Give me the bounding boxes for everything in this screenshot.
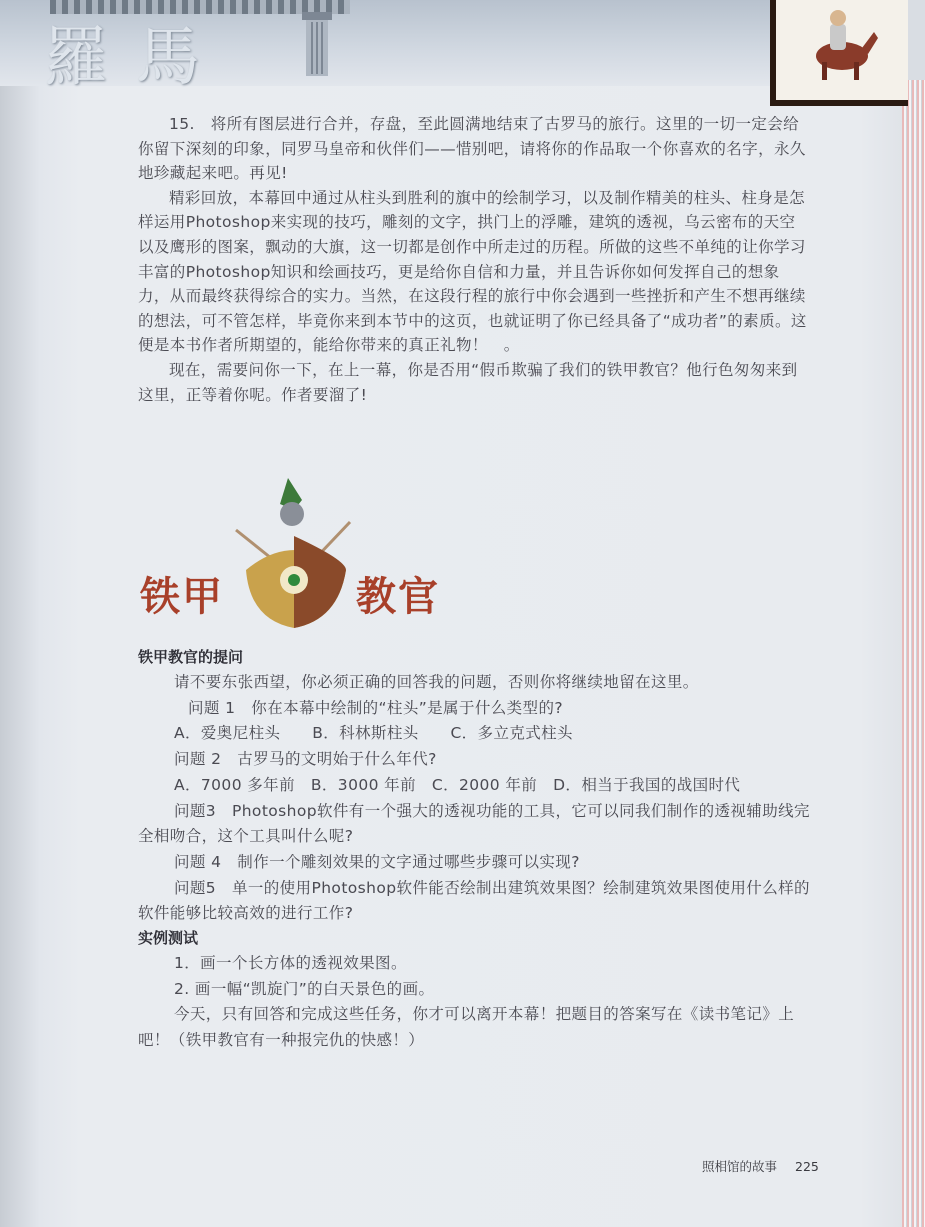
armor-instructor-logo <box>138 470 458 630</box>
quiz-heading: 铁甲教官的提问 <box>138 648 244 666</box>
logo-text-left: 铁甲 <box>140 574 224 620</box>
practice-closing: 今天，只有回答和完成这些任务，你才可以离开本幕！把题目的答案写在《读书笔记》上吧！（铁甲教官有一种报完仇的快感！） <box>138 1005 795 1050</box>
practice-item-2: 2. 画一幅“凯旋门”的白天景色的画。 <box>174 979 435 998</box>
footer-chapter-title: 照相馆的故事 <box>702 1159 778 1174</box>
practice-item-1: 1．画一个长方体的透视效果图。 <box>174 954 407 973</box>
quiz-intro: 请不要东张西望，你必须正确的回答我的问题，否则你将继续地留在这里。 <box>174 673 699 691</box>
quiz-section <box>138 646 818 1054</box>
paragraph-step-15: 15. 将所有图层进行合并，存盘，至此圆满地结束了古罗马的旅行。这里的一切一定会给你留下深刻的印象，同罗马皇帝和伙伴们——惜别吧，请将你的作品取一个你喜欢的名字，永久地珍藏起来吧。再见! <box>138 115 806 183</box>
paragraph-transition: 现在，需要问你一下，在上一幕，你是否用“假币欺骗了我们的铁甲教官？他行色匆匆来到这里，正等着你呢。作者要溜了! <box>138 360 798 404</box>
question-4: 问题 4 制作一个雕刻效果的文字通过哪些步骤可以实现? <box>174 852 580 871</box>
question-2: 问题 2 古罗马的文明始于什么年代? <box>174 750 437 769</box>
column-icon <box>300 10 334 80</box>
knight-shield-icon <box>228 470 358 630</box>
question-3: 问题3 Photoshop软件有一个强大的透视功能的工具，它可以同我们制作的透视辅助线完全相吻合，这个工具叫什么呢? <box>138 801 810 846</box>
main-text <box>138 112 808 407</box>
page-edges <box>902 80 925 1227</box>
header-banner <box>0 0 790 95</box>
header-title: 羅馬 <box>44 21 228 95</box>
question-5: 问题5 单一的使用Photoshop软件能否绘制出建筑效果图？绘制建筑效果图使用什么样的软件能够比较高效的进行工作? <box>138 878 810 923</box>
page-footer <box>702 1157 833 1175</box>
question-1-options: A．爱奥尼柱头 B．科林斯柱头 C．多立克式柱头 <box>174 724 573 743</box>
practice-heading: 实例测试 <box>138 929 199 948</box>
question-2-options: A．7000 多年前 B．3000 年前 C．2000 年前 D．相当于我国的战国时代 <box>174 775 741 794</box>
paragraph-review: 精彩回放，本幕回中通过从柱头到胜利的旗中的绘制学习，以及制作精美的柱头、柱身是怎样运用Photoshop来实现的技巧，雕刻的文字，拱门上的浮雕，建筑的透视，乌云密布的天空以及鹰形的图案，飘动的大旗，这一切都是创作中所走过的历程。所做的这些不单纯的让你学习丰富的Photoshop知识和绘画技巧，更是给你自信和力量，并且告诉你如何发挥自己的想象力，从而最终获得综合的实力。当然，在这段行程的旅行中你会遇到一些挫折和产生不想再继续的想法，可不管怎样，毕竟你来到本节中的这页，也就证明了你已经具备了“成功者”的素质。这便是本书作者所期望的，能给你带来的真正礼物！ 。 <box>138 188 807 355</box>
rider-illustration-icon <box>800 4 880 84</box>
question-1: 问题 1 你在本幕中绘制的“柱头”是属于什么类型的? <box>188 698 563 717</box>
logo-text-right: 教官 <box>356 574 440 620</box>
footer-page-number: 225 <box>795 1159 819 1174</box>
